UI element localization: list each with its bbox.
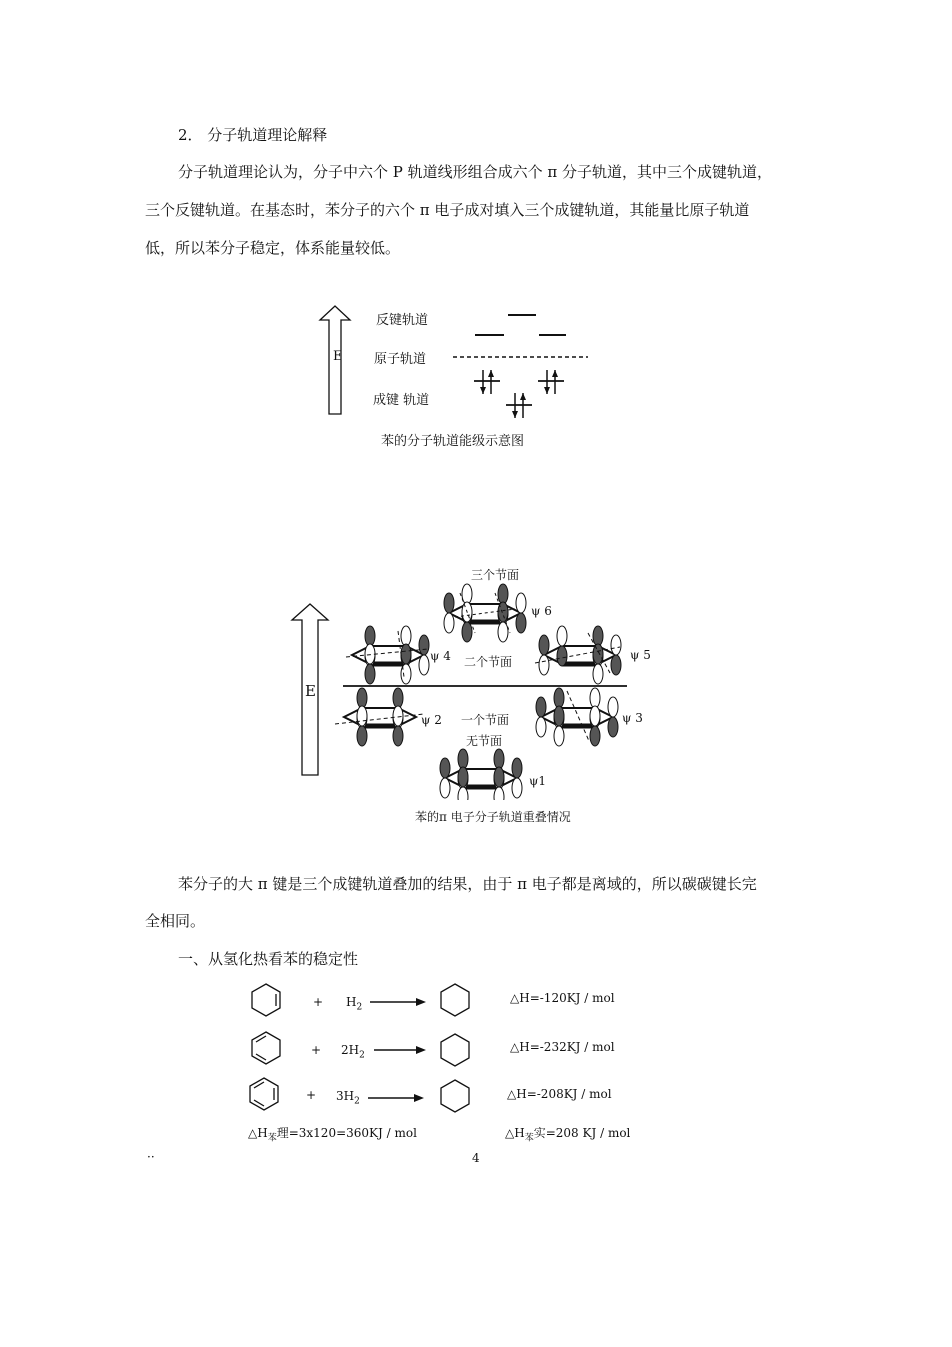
bonding-level-middle (506, 393, 532, 418)
bonding-level-left (474, 370, 500, 394)
paragraph-line: 三个反键轨道。在基态时，苯分子的六个 π 电子成对填入三个成键轨道，其能量比原子轨道 (145, 201, 750, 219)
bonding-label: 成键 轨道 (373, 393, 430, 408)
footer-dots: ·· (147, 1150, 155, 1164)
three-nodes-label: 三个节面 (471, 568, 520, 582)
section-heading: 2． 分子轨道理论解释 (178, 126, 328, 144)
two-nodes-label: 二个节面 (464, 655, 513, 669)
psi3-label: ψ 3 (622, 711, 643, 725)
reagent-h2: $H_2$ (346, 995, 363, 1013)
reagent-2h2: $2H_2$ (341, 1043, 365, 1061)
diagram-caption: 苯的分子轨道能级示意图 (381, 434, 525, 449)
pi-orbital-diagram (285, 560, 645, 800)
atomic-orbital-label: 原子轨道 (374, 352, 427, 367)
cyclohexane-structure (441, 984, 469, 1016)
cyclohexane-structure (441, 1034, 469, 1066)
plus-sign: + (313, 995, 324, 1009)
psi4-orbital (346, 626, 429, 684)
section-heading: 一、从氢化热看苯的稳定性 (178, 950, 359, 968)
page-number: 4 (472, 1151, 480, 1165)
benzene-structure (250, 1078, 278, 1110)
psi6-label: ψ 6 (531, 604, 552, 618)
paragraph-line: 分子轨道理论认为，分子中六个 P 轨道线形组合成六个 π 分子轨道，其中三个成键轨道， (178, 163, 773, 181)
paragraph-line: 全相同。 (145, 912, 206, 930)
cyclohexane-structure (441, 1080, 469, 1112)
plus-sign: + (311, 1043, 322, 1057)
one-node-label: 一个节面 (461, 713, 510, 727)
bonding-level-right (538, 370, 564, 394)
enthalpy-actual: $\triangle H_苯$实=208 KJ / mol (505, 1126, 631, 1144)
paragraph-line: 苯分子的大 π 键是三个成键轨道叠加的结果，由于 π 电子都是离域的，所以碳碳键长完 (178, 875, 757, 893)
energy-axis-label: E (333, 349, 343, 364)
psi3-orbital (536, 688, 618, 746)
enthalpy-value: △H=-232KJ / mol (510, 1040, 615, 1054)
energy-axis-label: E (305, 682, 316, 700)
enthalpy-value: △H=-208KJ / mol (507, 1087, 612, 1101)
psi5-orbital (535, 626, 621, 684)
no-node-label: 无节面 (466, 734, 503, 748)
cyclohexene-structure (252, 984, 280, 1016)
psi4-label: ψ 4 (430, 649, 451, 663)
plus-sign: + (306, 1088, 317, 1102)
psi1-label: ψ1 (529, 774, 547, 788)
psi2-orbital (335, 688, 424, 746)
hydrogenation-reactions (240, 978, 490, 1118)
antibonding-label: 反键轨道 (376, 313, 429, 328)
paragraph-line: 低，所以苯分子稳定，体系能量较低。 (145, 239, 401, 257)
cyclohexadiene-structure (252, 1032, 280, 1064)
reagent-3h2: $3H_2$ (336, 1089, 360, 1107)
psi2-label: ψ 2 (421, 713, 442, 727)
enthalpy-theoretical: $\triangle H_苯$理=3x120=360KJ / mol (248, 1126, 417, 1144)
psi6-orbital (444, 584, 526, 642)
enthalpy-value: △H=-120KJ / mol (510, 991, 615, 1005)
diagram-caption: 苯的π 电子分子轨道重叠情况 (415, 810, 571, 824)
psi1-orbital (440, 749, 522, 800)
psi5-label: ψ 5 (630, 648, 651, 662)
